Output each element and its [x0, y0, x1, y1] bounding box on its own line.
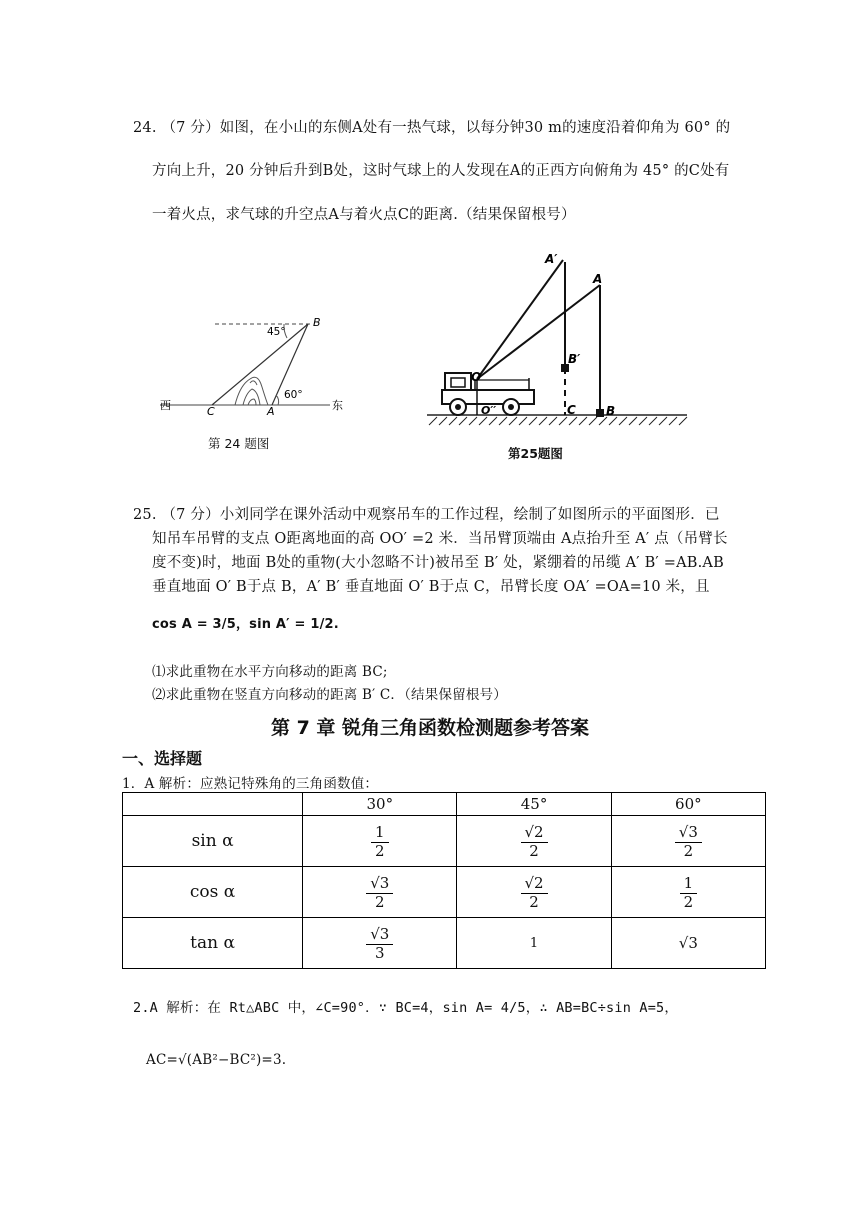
row-label-cos: cos α: [123, 867, 303, 918]
fraction: $\frac{1}{2}$: [680, 876, 698, 911]
tan45-value: 1: [457, 918, 611, 969]
section-choice-title: 一、选择题: [122, 749, 203, 768]
fraction: $\frac{√3}{2}$: [366, 876, 393, 911]
fraction: $\frac{√3}{3}$: [366, 927, 393, 962]
fraction: $\frac{√2}{2}$: [521, 876, 548, 911]
fig25-label-o: O: [471, 370, 482, 384]
fig24-angle45: 45°: [267, 326, 286, 338]
q24-line3: 一着火点，求气球的升空点A与着火点C的距离.（结果保留根号）: [152, 207, 576, 223]
table-header-30: 30°: [303, 793, 457, 816]
table-header-45: 45°: [457, 793, 611, 816]
table-corner: [123, 793, 303, 816]
fraction: $\frac{√2}{2}$: [521, 825, 548, 860]
q25-line1: 25. （7 分）小刘同学在课外活动中观察吊车的工作过程，绘制了如图所示的平面图形．已: [133, 507, 720, 523]
fig25-label-c: C: [567, 403, 576, 417]
fig25-label-o-double-prime: O′′: [481, 404, 497, 417]
answer-1: 1．A 解析：应熟记特殊角的三角函数值：: [122, 776, 379, 792]
tan60-value: √3: [611, 918, 765, 969]
q25-sub1: ⑴求此重物在水平方向移动的距离 BC;: [152, 664, 388, 680]
table-row-cos: [123, 867, 766, 918]
q25-line2: 知吊车吊臂的支点 O距离地面的高 OO′ =2 米．当吊臂顶端由 A点抬升至 A′ 点（吊臂长: [152, 531, 728, 547]
table-row-tan: [123, 918, 766, 969]
q25-line4: 垂直地面 O′ B于点 B，A′ B′ 垂直地面 O′ B于点 C，吊臂长度 OA′ =OA=10 米，且: [152, 579, 710, 595]
fraction: $\frac{1}{2}$: [371, 825, 389, 860]
fig24-caption: 第 24 题图: [208, 436, 270, 451]
trig-values-table: [122, 792, 766, 969]
fraction: $\frac{√3}{2}$: [675, 825, 702, 860]
fig24-label-c: C: [207, 405, 215, 415]
q25-line3: 度不变)时，地面 B处的重物(大小忽略不计)被吊至 B′ 处，紧绷着的吊缆 A′ B′ =AB.AB: [152, 555, 724, 571]
table-header-60: 60°: [611, 793, 765, 816]
fig25-label-b: B: [606, 404, 616, 418]
fig25-label-a-prime: A′: [545, 252, 558, 266]
fig24-label-b: B: [313, 316, 321, 329]
q25-line5: cos A = 3/5，sin A′ = 1/2.: [152, 617, 339, 632]
fig24-label-a: A: [267, 405, 275, 415]
figure-24: [150, 305, 350, 415]
fig24-west: 西: [160, 399, 171, 412]
figure-25: [425, 250, 695, 435]
fig24-east: 东: [332, 399, 343, 412]
fig25-caption: 第25题图: [508, 446, 563, 461]
answer-2-line2: AC=√(AB²−BC²)=3.: [146, 1052, 287, 1068]
row-label-tan: tan α: [123, 918, 303, 969]
answers-title: 第 7 章 锐角三角函数检测题参考答案: [270, 717, 590, 739]
q25-sub2: ⑵求此重物在竖直方向移动的距离 B′ C．（结果保留根号）: [152, 687, 507, 703]
q24-line1: 24. （7 分）如图，在小山的东侧A处有一热气球，以每分钟30 m的速度沿着仰角为 60° 的: [133, 120, 731, 136]
fig25-label-a: A: [593, 272, 603, 286]
fig25-label-b-prime: B′: [568, 352, 581, 366]
answer-2-line1: 2.A 解析：在 Rt△ABC 中，∠C=90°．∵ BC=4，sin A= 4/5，∴ AB=BC÷sin A=5，: [133, 1000, 679, 1016]
fig24-angle60: 60°: [284, 389, 303, 401]
q24-line2: 方向上升，20 分钟后升到B处，这时气球上的人发现在A的正西方向俯角为 45° 的C处有: [152, 163, 730, 179]
row-label-sin: sin α: [123, 816, 303, 867]
table-row-sin: [123, 816, 766, 867]
